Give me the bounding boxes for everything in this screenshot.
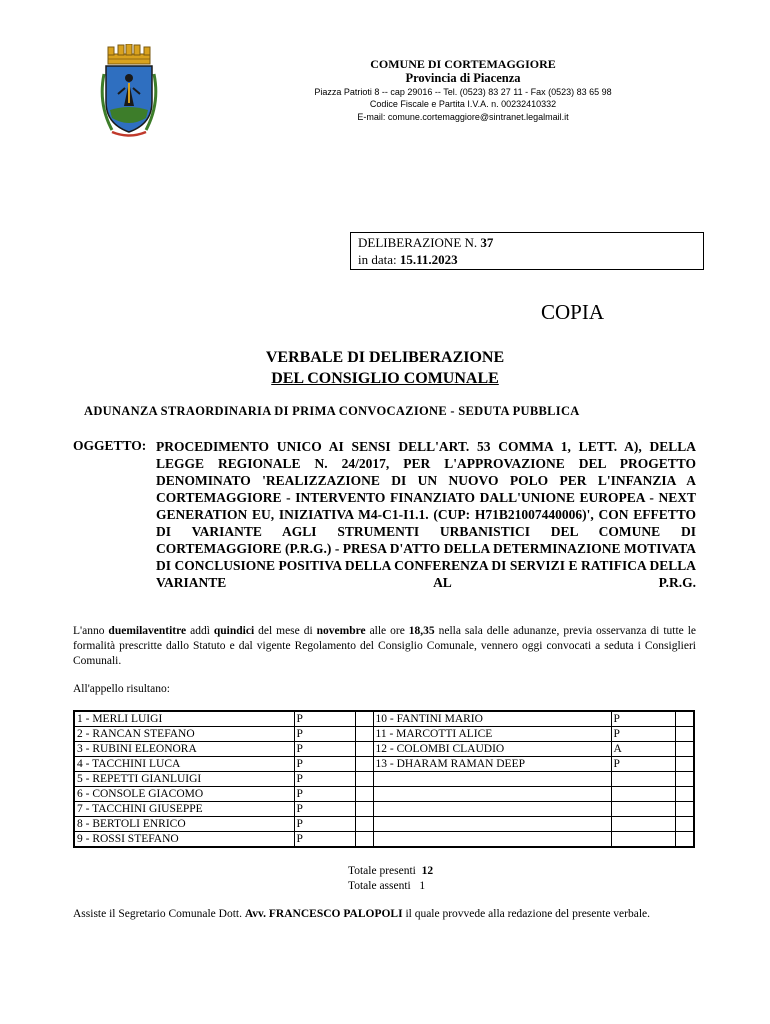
table-row bbox=[74, 742, 694, 757]
right-status-cell bbox=[611, 772, 675, 787]
table-row bbox=[74, 757, 694, 772]
left-name-cell: 2 - RANCAN STEFANO bbox=[74, 727, 294, 742]
meeting-paragraph: L'anno duemilaventitre addì quindici del mese di novembre alle ore 18,35 nella sala delle adunanze, previa osservanza di tutte le formalità prescritte dallo Statuto e dal vigente Regolamento del Consiglio Comunale, vennero oggi convocati a seduta i Consiglieri Comunali. bbox=[73, 625, 697, 667]
total-absent-line: Totale assenti 1 bbox=[348, 880, 426, 892]
left-empty-cell bbox=[355, 742, 373, 757]
session-type: ADUNANZA STRAORDINARIA DI PRIMA CONVOCAZIONE - SEDUTA PUBBLICA bbox=[84, 404, 580, 418]
table-row bbox=[74, 817, 694, 832]
secretary-paragraph: Assiste il Segretario Comunale Dott. Avv. FRANCESCO PALOPOLI il quale provvede alla redazione del presente verbale. bbox=[73, 908, 651, 920]
table-row bbox=[74, 727, 694, 742]
total-present-line: Totale presenti 12 bbox=[348, 865, 434, 877]
left-status-cell: P bbox=[294, 711, 355, 727]
left-empty-cell bbox=[355, 787, 373, 802]
right-status-cell: A bbox=[611, 742, 675, 757]
left-status-cell: P bbox=[294, 772, 355, 787]
right-empty-cell bbox=[675, 742, 694, 757]
left-empty-cell bbox=[355, 772, 373, 787]
left-empty-cell bbox=[355, 757, 373, 772]
left-empty-cell bbox=[355, 711, 373, 727]
time: 18,35 bbox=[408, 625, 435, 637]
left-status-cell: P bbox=[294, 757, 355, 772]
subject-text: PROCEDIMENTO UNICO AI SENSI DELL'ART. 53 COMMA 1, LETT. A), DELLA LEGGE REGIONALE N. 24/2017, PER L'APPROVAZIONE DEL PROGETTO DENOMINATO 'REALIZZAZIONE DI UN NUOVO POLO PER L'INFANZIA A CORTEMAGGIORE - INTERVENTO FINANZIATO DALL'UNIONE EUROPEA - NEXT GENERATION EU, INIZIATIVA M4-C1-I1.1. (CUP: H71B21007440006)', CON EFFETTO DI VARIANTE AGLI STRUMENTI URBANISTICI DEL COMUNE DI CORTEMAGGIORE (P.R.G.) - PRESA D'ATTO DELLA DETERMINAZIONE MOTIVATA DI CONCLUSIONE POSITIVA DELLA CONFERENZA DI SERVIZI E RATIFICA DELLA VARIANTE AL P.R.G. bbox=[156, 439, 696, 590]
deliberation-number-label: DELIBERAZIONE N. bbox=[358, 235, 478, 250]
left-name-cell: 5 - REPETTI GIANLUIGI bbox=[74, 772, 294, 787]
left-name-cell: 4 - TACCHINI LUCA bbox=[74, 757, 294, 772]
copia-label: COPIA bbox=[541, 300, 605, 324]
month: novembre bbox=[316, 625, 366, 637]
left-name-cell: 9 - ROSSI STEFANO bbox=[74, 832, 294, 848]
right-empty-cell bbox=[675, 727, 694, 742]
right-name-cell: 10 - FANTINI MARIO bbox=[373, 711, 611, 727]
right-status-cell bbox=[611, 832, 675, 848]
table-row bbox=[74, 787, 694, 802]
right-empty-cell bbox=[675, 817, 694, 832]
left-name-cell: 3 - RUBINI ELEONORA bbox=[74, 742, 294, 757]
right-status-cell: P bbox=[611, 757, 675, 772]
roll-call-label: All'appello risultano: bbox=[73, 683, 170, 695]
subject-label: OGGETTO: bbox=[73, 438, 147, 453]
document-subtitle: DEL CONSIGLIO COMUNALE bbox=[271, 370, 499, 387]
table-row bbox=[74, 832, 694, 848]
deliberation-date-label: in data: bbox=[358, 252, 397, 267]
left-empty-cell bbox=[355, 832, 373, 848]
right-name-cell bbox=[373, 832, 611, 848]
table-row bbox=[74, 711, 694, 727]
left-name-cell: 7 - TACCHINI GIUSEPPE bbox=[74, 802, 294, 817]
year: duemilaventitre bbox=[108, 625, 187, 637]
right-status-cell: P bbox=[611, 727, 675, 742]
fiscal-code-line: Codice Fiscale e Partita I.V.A. n. 00232410332 bbox=[369, 99, 557, 109]
left-status-cell: P bbox=[294, 787, 355, 802]
right-name-cell bbox=[373, 772, 611, 787]
left-empty-cell bbox=[355, 727, 373, 742]
right-empty-cell bbox=[675, 772, 694, 787]
left-status-cell: P bbox=[294, 832, 355, 848]
municipal-coat-of-arms-icon bbox=[98, 44, 160, 140]
left-name-cell: 1 - MERLI LUIGI bbox=[74, 711, 294, 727]
total-present: 12 bbox=[421, 865, 434, 877]
right-empty-cell bbox=[675, 802, 694, 817]
attendance-table bbox=[73, 710, 695, 848]
right-empty-cell bbox=[675, 711, 694, 727]
right-status-cell bbox=[611, 802, 675, 817]
secretary-name: Avv. FRANCESCO PALOPOLI bbox=[244, 908, 403, 920]
deliberation-number-line bbox=[358, 235, 493, 251]
left-status-cell: P bbox=[294, 742, 355, 757]
right-name-cell bbox=[373, 802, 611, 817]
right-name-cell bbox=[373, 787, 611, 802]
deliberation-box bbox=[350, 232, 704, 270]
left-status-cell: P bbox=[294, 802, 355, 817]
table-row bbox=[74, 772, 694, 787]
left-status-cell: P bbox=[294, 817, 355, 832]
comune-name: COMUNE DI CORTEMAGGIORE bbox=[370, 57, 556, 71]
left-empty-cell bbox=[355, 817, 373, 832]
right-status-cell: P bbox=[611, 711, 675, 727]
right-status-cell bbox=[611, 787, 675, 802]
right-empty-cell bbox=[675, 787, 694, 802]
left-name-cell: 6 - CONSOLE GIACOMO bbox=[74, 787, 294, 802]
deliberation-number: 37 bbox=[480, 235, 494, 250]
deliberation-date-line bbox=[358, 252, 458, 268]
deliberation-date: 15.11.2023 bbox=[399, 252, 458, 267]
left-name-cell: 8 - BERTOLI ENRICO bbox=[74, 817, 294, 832]
right-name-cell: 12 - COLOMBI CLAUDIO bbox=[373, 742, 611, 757]
right-name-cell: 11 - MARCOTTI ALICE bbox=[373, 727, 611, 742]
right-empty-cell bbox=[675, 757, 694, 772]
day: quindici bbox=[213, 625, 255, 637]
right-name-cell: 13 - DHARAM RAMAN DEEP bbox=[373, 757, 611, 772]
left-status-cell: P bbox=[294, 727, 355, 742]
address-line: Piazza Patrioti 8 -- cap 29016 -- Tel. (0523) 83 27 11 - Fax (0523) 83 65 98 bbox=[314, 87, 612, 97]
email-line: E-mail: comune.cortemaggiore@sintranet.legalmail.it bbox=[357, 112, 569, 122]
document-title: VERBALE DI DELIBERAZIONE bbox=[265, 349, 505, 366]
right-status-cell bbox=[611, 817, 675, 832]
left-empty-cell bbox=[355, 802, 373, 817]
total-absent: 1 bbox=[419, 880, 426, 892]
crown-icon bbox=[108, 44, 150, 64]
right-name-cell bbox=[373, 817, 611, 832]
right-empty-cell bbox=[675, 832, 694, 848]
table-row bbox=[74, 802, 694, 817]
totals bbox=[348, 864, 433, 894]
provincia-name: Provincia di Piacenza bbox=[405, 71, 521, 85]
